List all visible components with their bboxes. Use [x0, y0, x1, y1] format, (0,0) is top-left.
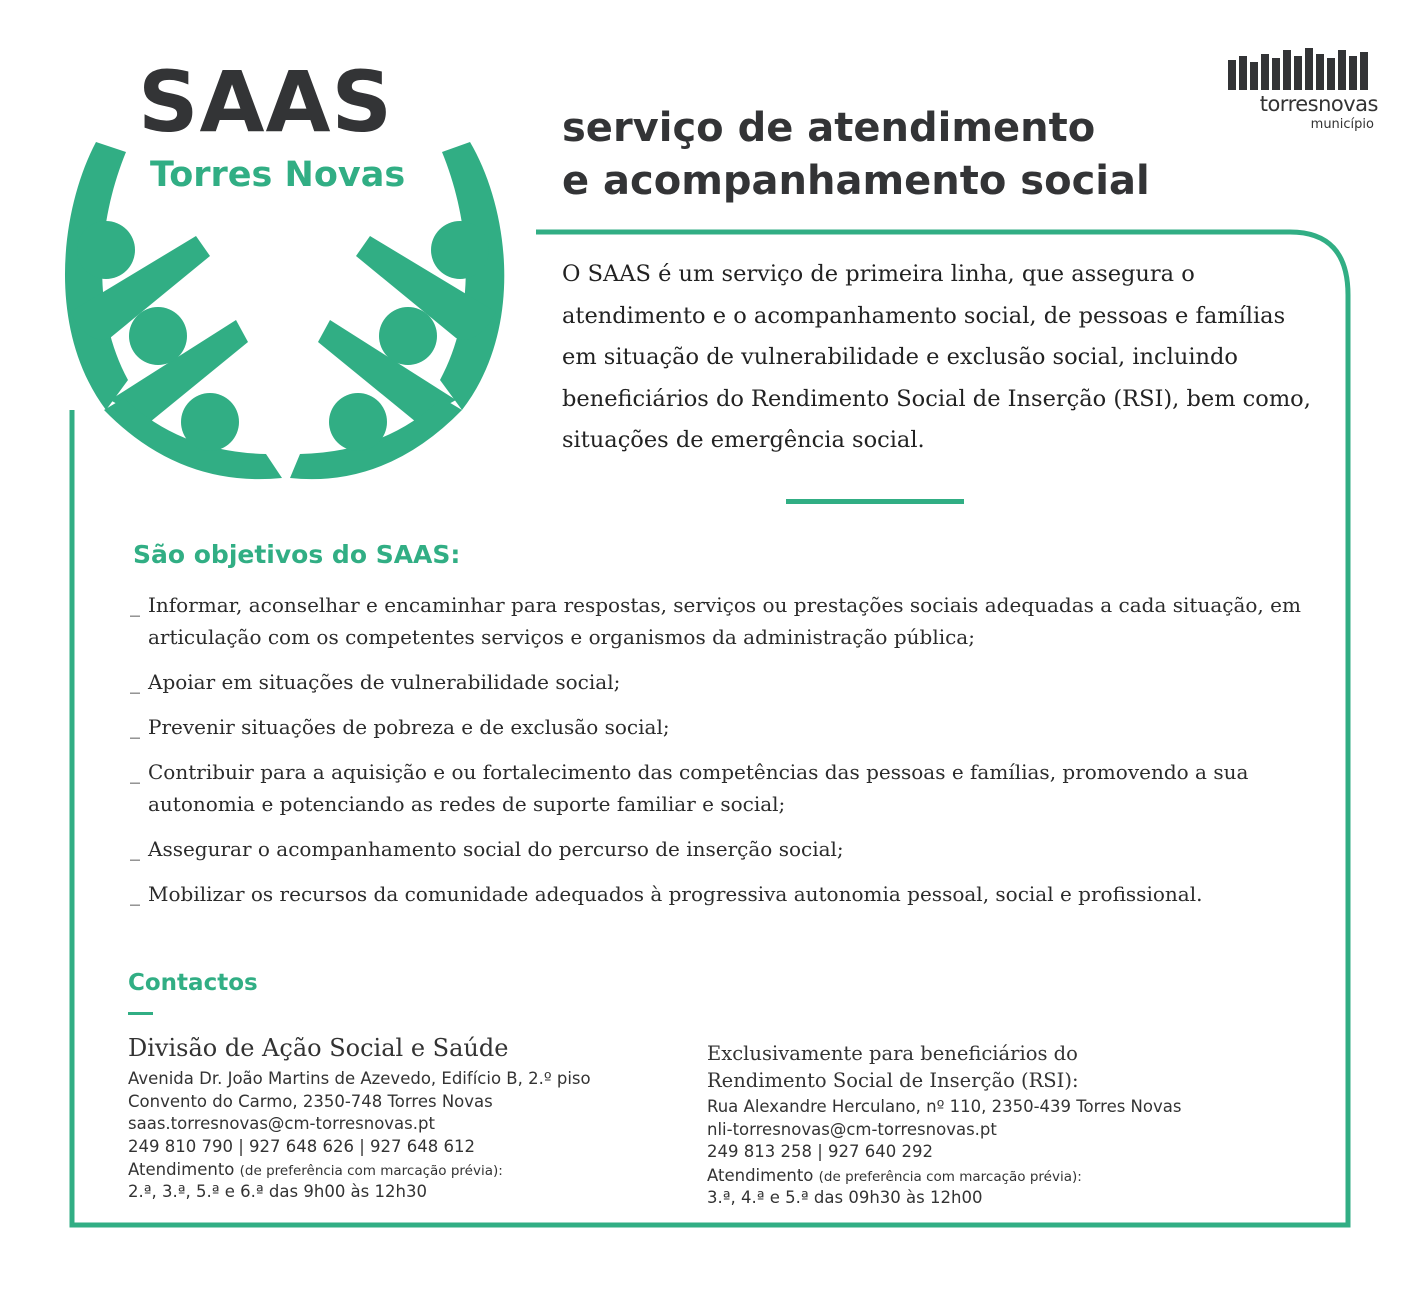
- municipio-sub: município: [1310, 117, 1374, 132]
- phone-numbers: 249 810 790 | 927 648 626 | 927 648 612: [128, 1136, 476, 1156]
- service-title: [562, 102, 1150, 208]
- objective-item: _ Apoiar em situações de vulnerabilidade social;: [130, 666, 1320, 698]
- logo-title: SAAS: [138, 53, 394, 151]
- contacts-heading: Contactos: [128, 970, 258, 996]
- objectives-heading: São objetivos do SAAS:: [133, 540, 461, 569]
- contact-block-rsi: [707, 1040, 1287, 1209]
- attendance-label: Atendimento: [128, 1160, 235, 1179]
- intro-text: O SAAS é um serviço de primeira linha, que assegura o atendimento e o acompanhamento social, de pessoas e famílias em situação de vulnerabilidade e exclusão social, incluindo beneficiários do Rendimento Social de Inserção (RSI), bem como, situações de emergência social.: [562, 261, 1311, 453]
- logo-subtitle: Torres Novas: [150, 155, 406, 195]
- division-name: Divisão de Ação Social e Saúde: [128, 1034, 509, 1062]
- attendance-line: [707, 1166, 1287, 1187]
- email-link[interactable]: saas.torresnovas@cm-torresnovas.pt: [128, 1114, 435, 1133]
- service-title-line1: serviço de atendimento: [562, 105, 1096, 151]
- rsi-title: [707, 1040, 1287, 1094]
- address-line: Convento do Carmo, 2350-748 Torres Novas: [128, 1091, 493, 1111]
- phone-numbers: 249 813 258 | 927 640 292: [707, 1142, 933, 1161]
- attendance-note: (de preferência com marcação prévia):: [239, 1163, 503, 1179]
- objectives-list: [130, 589, 1320, 923]
- attendance-label: Atendimento: [707, 1165, 814, 1185]
- objective-item: _ Informar, aconselhar e encaminhar para respostas, serviços ou prestações sociais adequadas a cada situação, em articulação com os competentes serviços e organismos da administração pública;: [130, 589, 1320, 653]
- attendance-schedule: 2.ª, 3.ª, 5.ª e 6.ª das 9h00 às 12h30: [128, 1182, 427, 1201]
- contact-block-saas: [128, 1032, 668, 1204]
- objective-item: _ Contribuir para a aquisição e ou fortalecimento das competências das pessoas e famílias, promovendo a sua autonomia e potenciando as redes de suporte familiar e social;: [130, 756, 1320, 820]
- objective-item: _ Mobilizar os recursos da comunidade adequados à progressiva autonomia pessoal, social e profissional.: [130, 878, 1320, 910]
- attendance-schedule: 3.ª, 4.ª e 5.ª das 09h30 às 12h00: [707, 1187, 983, 1207]
- attendance-line: [128, 1160, 668, 1181]
- objective-item: _ Assegurar o acompanhamento social do percurso de inserção social;: [130, 833, 1320, 865]
- municipio-name: torresnovas: [1259, 92, 1378, 116]
- contacts-rule: [128, 1012, 153, 1015]
- email-link[interactable]: nli-torresnovas@cm-torresnovas.pt: [707, 1119, 997, 1139]
- attendance-note: (de preferência com marcação prévia):: [818, 1168, 1082, 1185]
- divider: [786, 499, 964, 504]
- objective-item: _ Prevenir situações de pobreza e de exclusão social;: [130, 711, 1320, 743]
- service-title-line2: e acompanhamento social: [562, 158, 1150, 204]
- rsi-title-line2: Rendimento Social de Inserção (RSI):: [707, 1069, 1079, 1092]
- address-line: Avenida Dr. João Martins de Azevedo, Edifício B, 2.º piso: [128, 1069, 591, 1088]
- municipio-logo: [1226, 46, 1378, 138]
- rsi-title-line1: Exclusivamente para beneficiários do: [707, 1042, 1078, 1065]
- address-line: Rua Alexandre Herculano, nº 110, 2350-439 Torres Novas: [707, 1097, 1182, 1116]
